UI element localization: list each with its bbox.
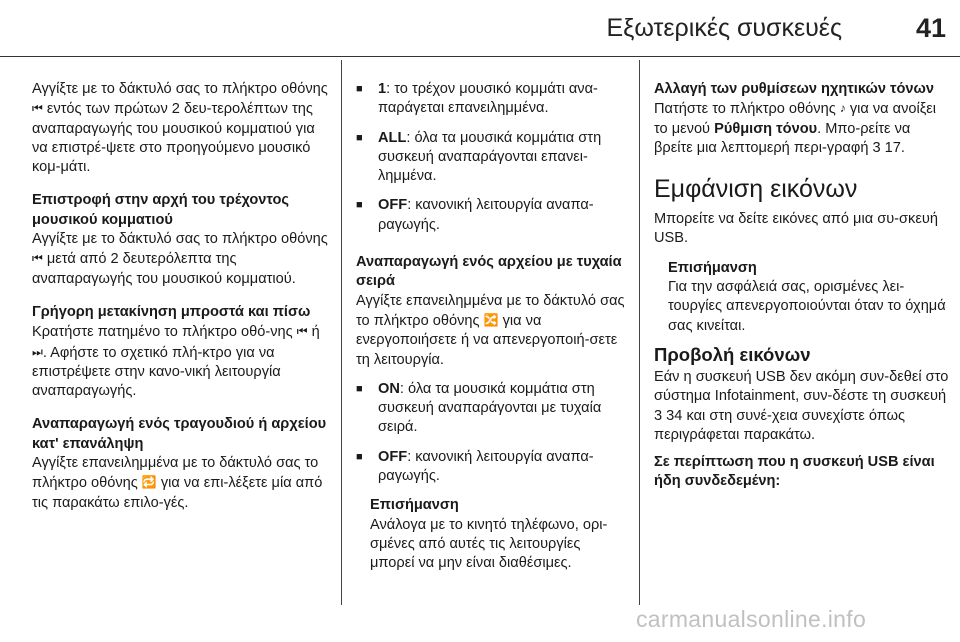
list-item: ■ OFF: κανονική λειτουργία αναπα-ραγωγής.	[356, 448, 626, 487]
page-header	[0, 0, 960, 58]
previous-track-icon: ⏮	[32, 101, 43, 116]
note-title: Επισήμανση	[370, 497, 459, 514]
note-box	[356, 496, 626, 573]
paragraph-tone: Πατήστε το πλήκτρο οθόνης ♪ για να ανοίξει το μενού Ρύθμιση τόνου. Μπο-ρείτε να βρείτε μια λεπτομερή περι-γραφή 3 17.	[654, 101, 937, 156]
section-heading-connected: Σε περίπτωση που η συσκευή USB είναι ήδη συνδεδεμένη:	[654, 454, 935, 490]
header-rule	[0, 56, 960, 57]
paragraph-images: Μπορείτε να δείτε εικόνες από μια συ-σκευή USB.	[654, 211, 938, 247]
paragraph-fast-forward: Κρατήστε πατημένο το πλήκτρο οθό-νης ⏮ ή ⏭. Αφήστε το σχετικό πλή-κτρο για να επιστρέψετε στην κανο-νική λειτουργία αναπαραγωγής.	[32, 324, 320, 400]
repeat-icon: 🔁	[141, 475, 157, 490]
paragraph-repeat: Αγγίξτε επανειλημμένα με το δάκτυλό σας το πλήκτρο οθόνης 🔁 για να επι-λέξετε μία από τις παρακάτω επιλο-γές.	[32, 455, 323, 511]
column-2	[356, 80, 626, 586]
menu-name: Ρύθμιση τόνου	[714, 120, 818, 137]
paragraph-view-images: Εάν η συσκευή USB δεν ακόμη συν-δεθεί στο σύστημα Infotainment, συν-δέστε τη συσκευή 3 34 και στη συνέ-χεια συνεχίστε όπως περιγράφεται παρακάτω.	[654, 368, 949, 443]
list-item: ■ OFF: κανονική λειτουργία αναπα-ραγωγής.	[356, 196, 626, 235]
note-text: Για την ασφάλειά σας, ορισμένες λει-τουργίες απενεργοποιούνται όταν το όχημά σας κινείται.	[668, 279, 946, 334]
paragraph-previous-track: Αγγίξτε με το δάκτυλό σας το πλήκτρο οθόνης ⏮ εντός των πρώτων 2 δευ-τερολέπτων της αναπαραγωγής του μουσικού κομματιού για να επιστρέ-ψετε στο προηγούμενο μουσικό κομ-μάτι.	[32, 81, 328, 176]
music-note-icon: ♪	[839, 101, 846, 116]
note-text: Ανάλογα με το κινητό τηλέφωνο, ορι-σμένες από αυτές τις λειτουργίες μπορεί να μην είναι διαθέσιμες.	[370, 516, 608, 572]
fast-forward-icon: ⏭	[32, 344, 43, 359]
page-reference: 3 17.	[872, 139, 905, 156]
page-reference: 3 34	[654, 407, 683, 424]
paragraph-shuffle: Αγγίξτε επανειλημμένα με το δάκτυλό σας το πλήκτρο οθόνης 🔀 για να ενεργοποιήσετε ή να απενεργοποιή-σετε τη λειτουργία.	[356, 292, 625, 368]
paragraph-restart-track: Αγγίξτε με το δάκτυλό σας το πλήκτρο οθόνης ⏮ μετά από 2 δευτερόλεπτα της αναπαραγωγής του μουσικού κομματιού.	[32, 231, 328, 287]
column-divider-1	[341, 60, 342, 605]
previous-track-icon: ⏮	[32, 251, 43, 266]
column-1	[32, 80, 328, 527]
header-title: Εξωτερικές συσκευές	[606, 14, 842, 42]
watermark: carmanualsonline.info	[636, 606, 867, 632]
list-item: ■ ALL: όλα τα μουσικά κομμάτια στη συσκευή αναπαράγονται επανει-λημμένα.	[356, 129, 626, 187]
section-heading-restart-track: Επιστροφή στην αρχή του τρέχοντος μουσικού κομματιού	[32, 192, 289, 228]
note-title: Επισήμανση	[668, 259, 757, 276]
list-item: ■ ON: όλα τα μουσικά κομμάτια στη συσκευή αναπαράγονται με τυχαία σειρά.	[356, 380, 626, 438]
section-heading-repeat: Αναπαραγωγή ενός τραγουδιού ή αρχείου κατ' επανάληψη	[32, 416, 327, 452]
page-number: 41	[915, 13, 946, 43]
column-divider-2	[639, 60, 640, 605]
section-title-view-images: Προβολή εικόνων	[654, 343, 811, 365]
rewind-icon: ⏮	[296, 324, 308, 339]
shuffle-icon: 🔀	[483, 312, 499, 327]
list-item: ■ 1: το τρέχον μουσικό κομμάτι ανα-παράγεται επανειλημμένα.	[356, 80, 626, 119]
section-heading-shuffle: Αναπαραγωγή ενός αρχείου με τυχαία σειρά	[356, 254, 622, 290]
section-title-images: Εμφάνιση εικόνων	[654, 175, 858, 204]
note-box	[654, 259, 950, 336]
column-3	[654, 80, 950, 492]
section-heading-tone: Αλλαγή των ρυθμίσεων ηχητικών τόνων	[654, 81, 934, 97]
section-heading-fast-forward: Γρήγορη μετακίνηση μπροστά και πίσω	[32, 303, 311, 320]
